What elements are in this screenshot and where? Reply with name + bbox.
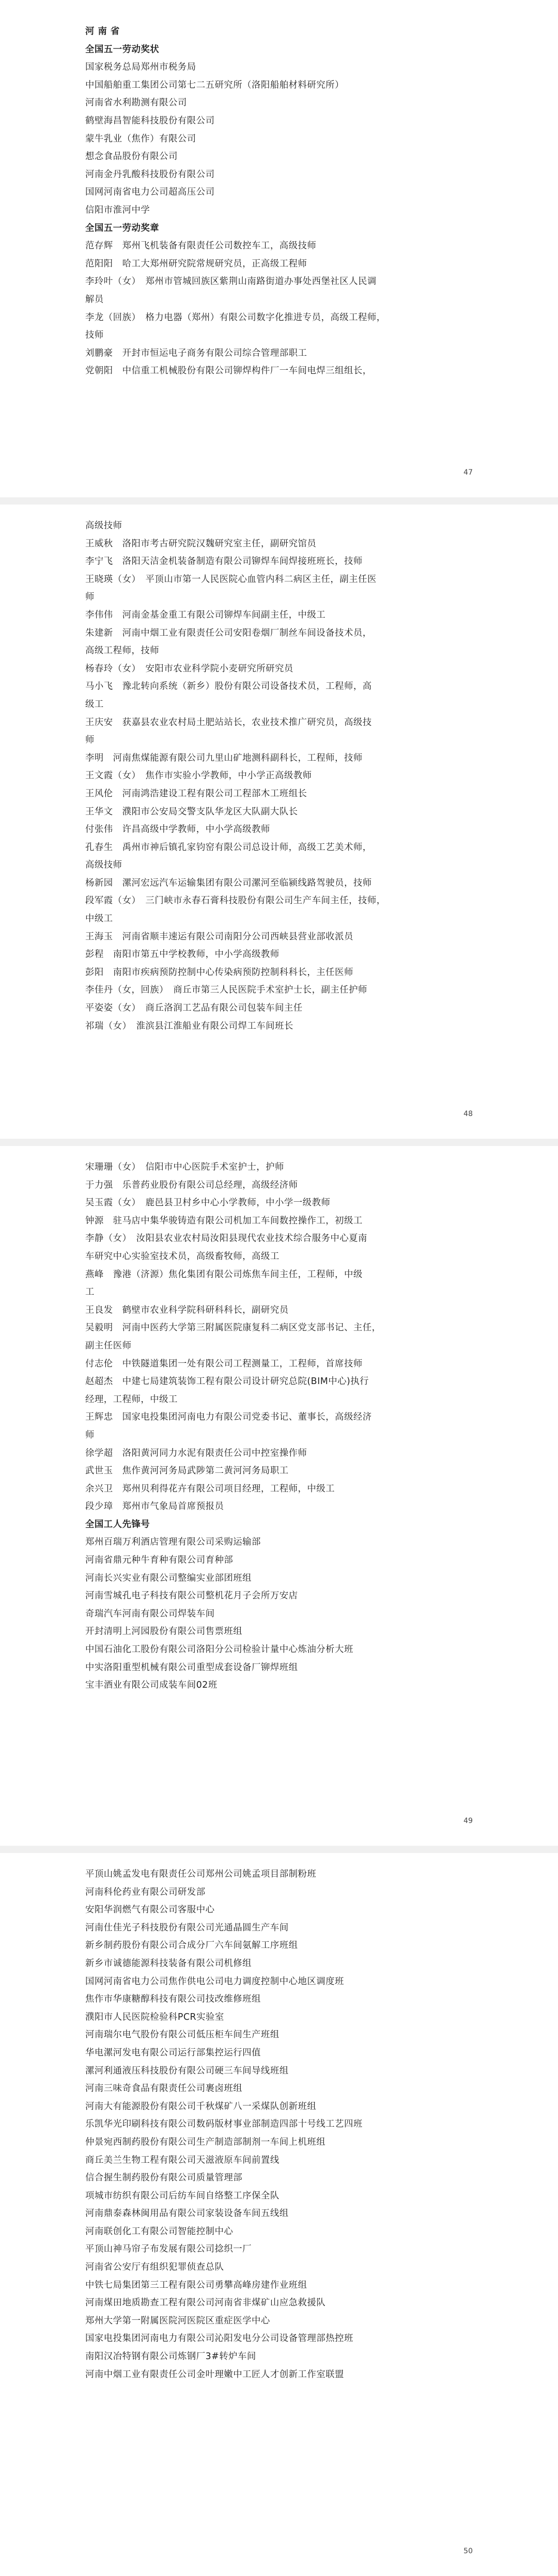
text-line: 武世玉 焦作黄河河务局武陟第二黄河河务局职工 (85, 1466, 289, 1477)
text-line: 华电漯河发电有限公司运行部集控运行四值 (85, 2047, 261, 2058)
text-line: 师 (85, 735, 95, 746)
text-line: 奇瑞汽车河南有限公司焊装车间 (85, 1608, 215, 1619)
text-line: 河南煤田地质勘查工程有限公司河南省非煤矿山应急救援队 (85, 2298, 326, 2308)
text-line: 钟源 驻马店中集华骏铸造有限公司机加工车间数控操作工，初级工 (85, 1215, 363, 1226)
text-line: 王辉忠 国家电投集团河南电力有限公司党委书记、董事长，高级经济 (85, 1412, 372, 1423)
text-line: 河南瑞尔电气股份有限公司低压柜车间生产班组 (85, 2030, 280, 2040)
text-line: 平顶山神马帘子布发展有限公司捻织一厂 (85, 2244, 252, 2255)
text-line: 中国石油化工股份有限公司洛阳分公司检验计量中心炼油分析大班 (85, 1644, 353, 1655)
text-line: 吴毅明 河南中医药大学第三附属医院康复科二病区党支部书记、主任， (85, 1323, 381, 1333)
page-separator (0, 1846, 558, 1853)
text-line: 河南科伦药业有限公司研发部 (85, 1887, 206, 1897)
text-line: 郑州百瑞万利酒店管理有限公司采购运输部 (85, 1537, 261, 1548)
document-page-3 (0, 1146, 558, 1846)
text-line: 徐学超 洛阳黄河同力水泥有限责任公司中控室操作师 (85, 1448, 307, 1458)
page-number: 50 (463, 2547, 473, 2555)
text-line: 李佳丹（女，回族） 商丘市第三人民医院手术室护士长，副主任护师 (85, 985, 367, 996)
text-line: 经理，工程师，中级工 (85, 1394, 178, 1405)
text-line: 河南省公安厅有组织犯罪侦查总队 (85, 2262, 224, 2273)
page-4-content (85, 1865, 478, 2383)
text-line: 王华文 濮阳市公安局交警支队华龙区大队副大队长 (85, 806, 298, 817)
text-line: 焦作市华康糖醇科技有限公司技改维修班组 (85, 1994, 261, 2005)
text-line: 乐凯华光印刷科技有限公司数码版材事业部制造四部十号线工艺四班 (85, 2119, 363, 2130)
text-line: 平顶山姚孟发电有限责任公司郑州公司姚孟项目部制粉班 (85, 1869, 317, 1879)
text-line: 河南雪城孔电子科技有限公司整机花月子会所万安店 (85, 1591, 298, 1601)
text-line: 高级技师 (85, 860, 122, 871)
text-line: 新乡市诚德能源科技装备有限公司机修组 (85, 1958, 252, 1969)
text-line: 河南鼎泰森林闽用品有限公司家装设备车间五线组 (85, 2208, 289, 2219)
text-line: 鹤壁海昌智能科技股份有限公司 (85, 115, 215, 126)
text-line: 赵超杰 中建七局建筑装饰工程有限公司设计研究总院(BIM中心)执行 (85, 1376, 369, 1387)
text-line: 祁瑞（女） 淮滨县江淮船业有限公司焊工车间班长 (85, 1020, 293, 1031)
text-line: 新乡制药股份有限公司合成分厂六车间氨解工序班组 (85, 1940, 298, 1951)
text-line: 安阳华润燃气有限公司客服中心 (85, 1905, 215, 1915)
text-line: 李宁飞 洛阳天洁金机装备制造有限公司铆焊车间焊接班班长，技师 (85, 556, 363, 567)
page-3-content (85, 1158, 478, 1694)
text-line: 河南长兴实业有限公司整编实业部团班组 (85, 1573, 252, 1583)
text-line: 开封清明上河园股份有限公司售票班组 (85, 1626, 243, 1637)
text-line: 漯河利通液压科技股份有限公司硬三车间导线班组 (85, 2065, 289, 2076)
text-line: 宝丰酒业有限公司成装车间02班 (85, 1680, 218, 1691)
text-line: 河南中烟工业有限责任公司金叶理嫩中工匠人才创新工作室联盟 (85, 2369, 344, 2380)
section-heading: 全国五一劳动奖章 (85, 223, 160, 233)
text-line: 王晓瑛（女） 平顶山市第一人民医院心血管内科二病区主任，副主任医 (85, 574, 377, 585)
text-line: 河南联创化工有限公司智能控制中心 (85, 2226, 234, 2237)
text-line: 李明 河南焦煤能源有限公司九里山矿地测科副科长，工程师，技师 (85, 752, 363, 763)
text-line: 仲景宛西制药股份有限公司生产制造部制剂一车间上机班组 (85, 2137, 326, 2147)
text-line: 李伟伟 河南金基金重工有限公司铆焊车间副主任，中级工 (85, 609, 326, 620)
text-line: 李龙（回族） 格力电器（郑州）有限公司数字化推进专员，高级工程师， (85, 312, 386, 323)
document-page-2 (0, 505, 558, 1139)
text-line: 郑州大学第一附属医院河医院区重症医学中心 (85, 2315, 270, 2326)
page-separator (0, 1139, 558, 1146)
text-line: 级工 (85, 699, 104, 710)
text-line: 中国船舶重工集团公司第七二五研究所（洛阳船舶材料研究所） (85, 80, 344, 90)
text-line: 河南金丹乳酸科技股份有限公司 (85, 169, 215, 180)
text-line: 孔春生 禹州市神后镇孔家钧窑有限公司总设计师，高级工艺美术师， (85, 842, 372, 853)
text-line: 河南大有能源股份有限公司千秋煤矿八一采煤队创新班组 (85, 2101, 317, 2112)
text-line: 杨春玲（女） 安阳市农业科学院小麦研究所研究员 (85, 663, 293, 674)
text-line: 商丘美兰生物工程有限公司天滋液原车间前置线 (85, 2155, 280, 2165)
text-line: 解员 (85, 294, 104, 305)
text-line: 彭程 南阳市第五中学校教师，中小学高级教师 (85, 949, 280, 960)
text-line: 吴玉霞（女） 鹿邑县卫村乡中心小学教师，中小学一级教师 (85, 1198, 331, 1208)
text-line: 国网河南省电力公司超高压公司 (85, 187, 215, 198)
page-separator (0, 497, 558, 505)
text-line: 蒙牛乳业（焦作）有限公司 (85, 133, 196, 144)
text-line: 信合握生制药股份有限公司质量管理部 (85, 2173, 243, 2184)
document-page-4 (0, 1853, 558, 2576)
page-number: 47 (463, 468, 473, 477)
text-line: 宋珊珊（女） 信阳市中心医院手术室护士，护师 (85, 1162, 284, 1172)
text-line: 王威秋 洛阳市考古研究院汉魏研究室主任，副研究馆员 (85, 538, 317, 549)
text-line: 技师 (85, 330, 104, 341)
text-line: 刘鹏豪 开封市恒运电子商务有限公司综合管理部职工 (85, 348, 307, 358)
text-line: 师 (85, 1430, 95, 1440)
text-line: 付志伦 中铁隧道集团一处有限公司工程测量工，工程师，首席技师 (85, 1358, 363, 1369)
text-line: 范阳阳 哈工大郑州研究院常规研究员，正高级工程师 (85, 258, 307, 269)
text-line: 段少璋 郑州市气象局首席预报员 (85, 1501, 224, 1512)
text-line: 河南省水利勘测有限公司 (85, 98, 187, 108)
section-heading: 河 南 省 (85, 26, 120, 37)
text-line: 中级工 (85, 914, 113, 924)
page-2-content (85, 517, 478, 1035)
text-line: 想念食品股份有限公司 (85, 151, 178, 162)
text-line: 王文霞（女） 焦作市实验小学教师，中小学正高级教师 (85, 771, 312, 781)
text-line: 于力强 乐普药业股份有限公司总经理，高级经济师 (85, 1180, 298, 1190)
text-line: 工 (85, 1287, 95, 1298)
document-page-1 (0, 0, 558, 497)
text-line: 杨新园 漯河宏远汽车运输集团有限公司漯河至临颍线路驾驶员，技师 (85, 877, 372, 888)
text-line: 项城市纺织有限公司后纺车间自络整工序保全队 (85, 2190, 280, 2201)
text-line: 河南省鼎元种牛育种有限公司育种部 (85, 1555, 234, 1566)
text-line: 中铁七局集团第三工程有限公司勇攀高峰房建作业班组 (85, 2280, 307, 2290)
text-line: 李静（女） 汝阳县农业农村局汝阳县现代农业技术综合服务中心夏南 (85, 1233, 367, 1244)
text-line: 党朝阳 中信重工机械股份有限公司铆焊构件厂一车间电焊三组组长， (85, 366, 372, 376)
page-number: 48 (463, 1110, 473, 1118)
text-line: 王庆安 获嘉县农业农村局土肥站站长，农业技术推广研究员，高级技 (85, 717, 372, 728)
section-heading: 全国五一劳动奖状 (85, 44, 160, 55)
text-line: 王海玉 河南省顺丰速运有限公司南阳分公司西峡县营业部收派员 (85, 931, 353, 942)
text-line: 国家电投集团河南电力有限公司沁阳发电分公司设备管理部热控班 (85, 2333, 353, 2344)
text-line: 师 (85, 592, 95, 603)
page-1-content (85, 23, 478, 380)
text-line: 马小飞 豫北转向系统（新乡）股份有限公司设备技术员，工程师，高 (85, 681, 372, 692)
section-heading: 全国工人先锋号 (85, 1519, 150, 1530)
text-line: 付张伟 许昌高级中学教师，中小学高级教师 (85, 824, 270, 835)
text-line: 朱建新 河南中烟工业有限责任公司安阳卷烟厂制丝车间设备技术员， (85, 627, 372, 638)
text-line: 平姿姿（女） 商丘洛润工艺品有限公司包装车间主任 (85, 1003, 303, 1014)
text-line: 王风伦 河南鸿浩建设工程有限公司工程部木工班组长 (85, 788, 307, 799)
text-line: 国网河南省电力公司焦作供电公司电力调度控制中心地区调度班 (85, 1976, 344, 1987)
text-line: 段军霞（女） 三门峡市永春石膏科技股份有限公司生产车间主任，技师， (85, 896, 386, 906)
text-line: 中实洛阳重型机械有限公司重型成套设备厂铆焊班组 (85, 1662, 298, 1673)
text-line: 高级工程师，技师 (85, 646, 160, 656)
text-line: 李玲叶（女） 郑州市管城回族区紫荆山南路街道办事处西堡社区人民调 (85, 276, 377, 287)
text-line: 国家税务总局郑州市税务局 (85, 62, 196, 73)
text-line: 高级技师 (85, 521, 122, 531)
text-line: 南阳汉冶特钢有限公司炼钢厂3#转炉车间 (85, 2351, 256, 2362)
text-line: 信阳市淮河中学 (85, 205, 150, 215)
page-number: 49 (463, 1817, 473, 1825)
text-line: 燕峰 豫港（济源）焦化集团有限公司炼焦车间主任，工程师，中级 (85, 1269, 363, 1280)
text-line: 河南仕佳光子科技股份有限公司光通晶圆生产车间 (85, 1922, 289, 1933)
text-line: 濮阳市人民医院检验科PCR实验室 (85, 2012, 224, 2022)
text-line: 范存辉 郑州飞机装备有限责任公司数控车工，高级技师 (85, 241, 317, 252)
text-line: 王良发 鹤壁市农业科学院科研科科长，副研究员 (85, 1305, 289, 1315)
text-line: 河南三味奇食品有限责任公司裹卤班组 (85, 2083, 243, 2094)
text-line: 车研究中心实验室技术员，高级畜牧师，高级工 (85, 1251, 280, 1262)
text-line: 余兴卫 郑州贝利得花卉有限公司项目经理，工程师，中级工 (85, 1483, 335, 1494)
text-line: 彭阳 南阳市疾病预防控制中心传染病预防控制科科长，主任医师 (85, 967, 353, 978)
text-line: 副主任医师 (85, 1340, 132, 1351)
